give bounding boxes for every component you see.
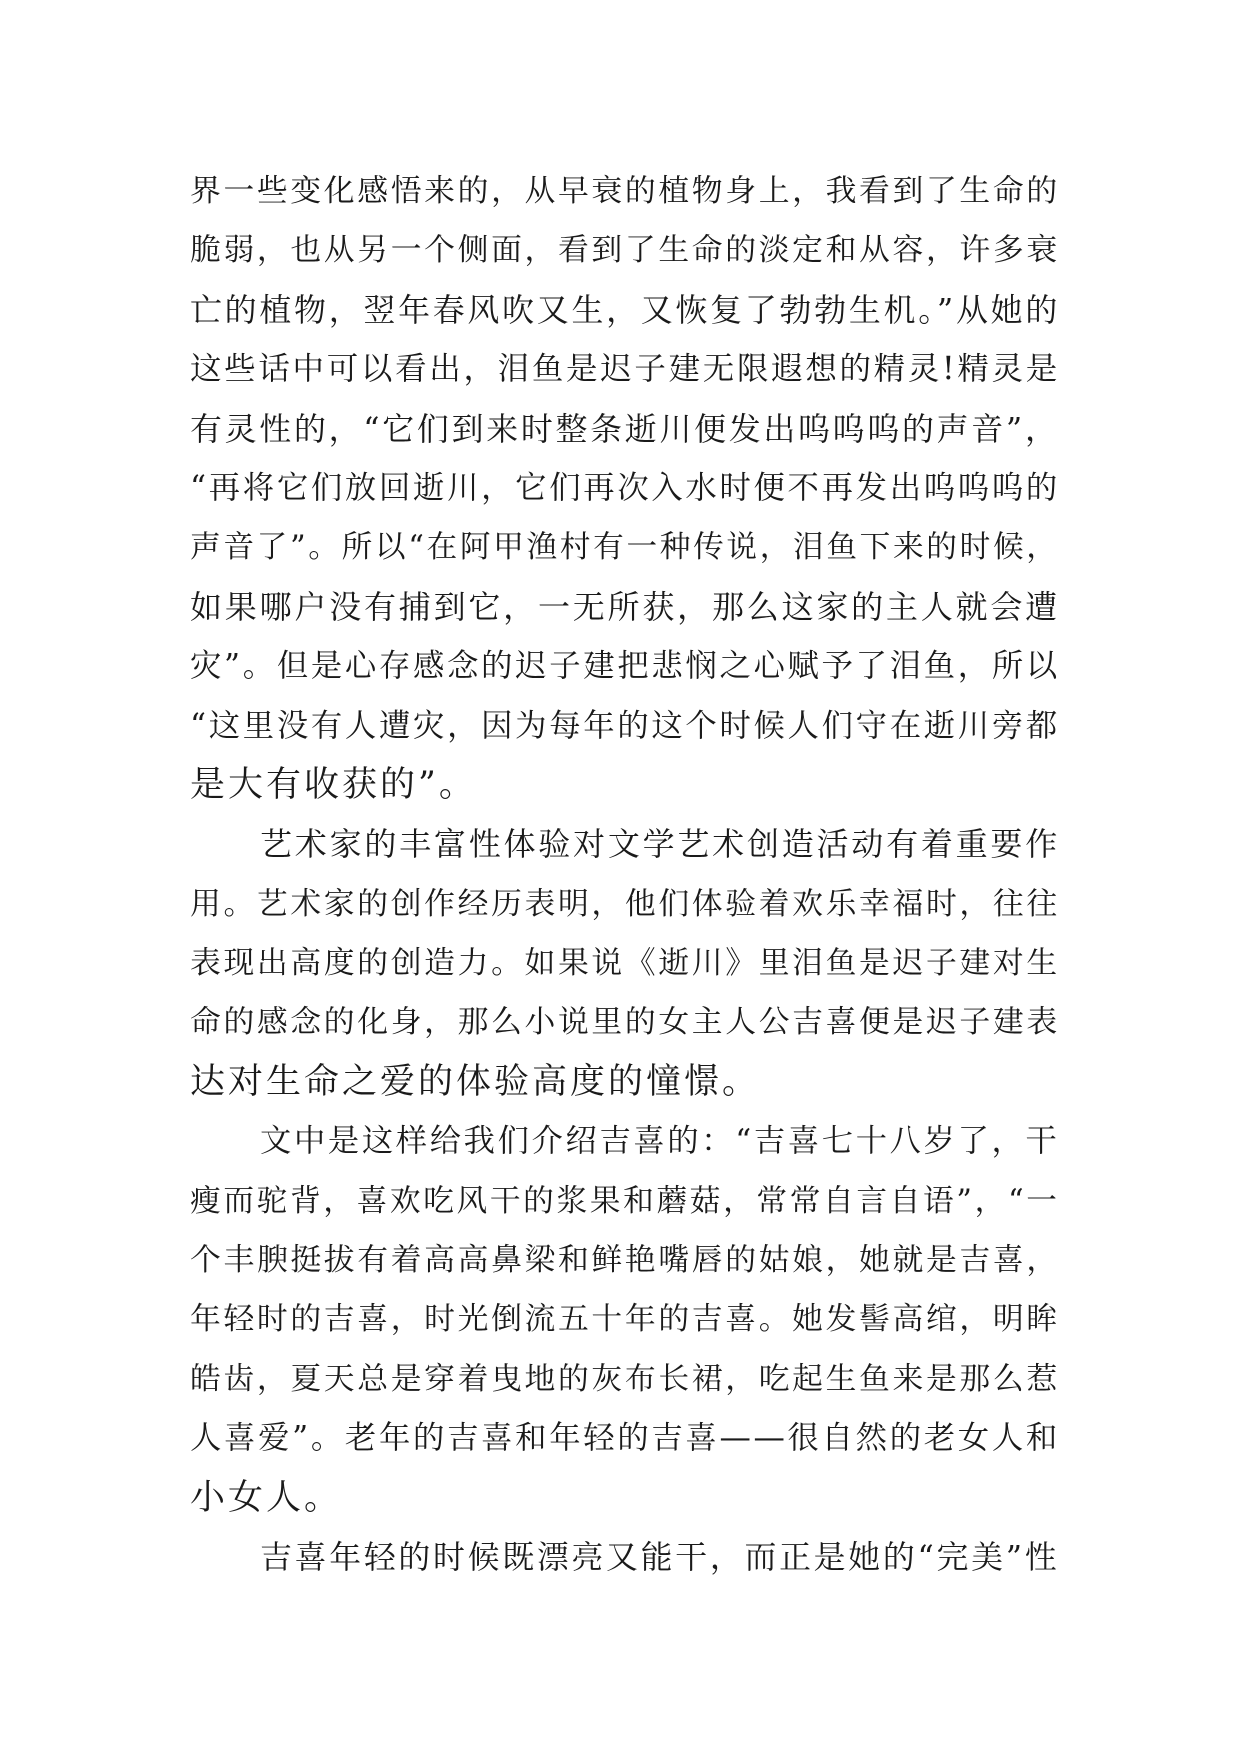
text-line: 表现出高度的创造力。如果说《逝川》里泪鱼是迟子建对生 bbox=[190, 945, 1060, 982]
text-line: 是大有收获的”。 bbox=[190, 764, 477, 805]
text-line: 小女人。 bbox=[190, 1477, 343, 1518]
text-line: 人喜爱”。老年的吉喜和年轻的吉喜——很自然的老女人和 bbox=[190, 1420, 1060, 1457]
text-line: 这些话中可以看出，泪鱼是迟子建无限遐想的精灵!精灵是 bbox=[190, 351, 1060, 388]
text-line: 艺术家的丰富性体验对文学艺术创造活动有着重要作 bbox=[260, 825, 1060, 864]
text-line: “再将它们放回逝川，它们再次入水时便不再发出呜呜呜的 bbox=[190, 469, 1060, 506]
text-line: 界一些变化感悟来的，从早衰的植物身上，我看到了生命的 bbox=[190, 173, 1060, 209]
text-line: 用。艺术家的创作经历表明，他们体验着欢乐幸福时，往往 bbox=[190, 885, 1060, 922]
text-line: 有灵性的，“它们到来时整条逝川便发出呜呜呜的声音”， bbox=[190, 409, 1060, 448]
text-line: 个丰腴挺拔有着高高鼻梁和鲜艳嘴唇的姑娘，她就是吉喜， bbox=[190, 1242, 1060, 1279]
text-line: 年轻时的吉喜，时光倒流五十年的吉喜。她发髻高绾，明眸 bbox=[190, 1301, 1060, 1338]
text-line: 脆弱，也从另一个侧面，看到了生命的淡定和从容，许多衰 bbox=[190, 232, 1060, 269]
text-line: 瘦而驼背，喜欢吃风干的浆果和蘑菇，常常自言自语”，“一 bbox=[190, 1183, 1060, 1219]
text-line: 吉喜年轻的时候既漂亮又能干，而正是她的“完美”性 bbox=[260, 1537, 1060, 1576]
text-line: “这里没有人遭灾，因为每年的这个时候人们守在逝川旁都 bbox=[190, 707, 1060, 744]
text-line: 如果哪户没有捕到它，一无所获，那么这家的主人就会遭 bbox=[190, 587, 1060, 626]
text-line: 声音了”。所以“在阿甲渔村有一种传说，泪鱼下来的时候， bbox=[190, 530, 1060, 566]
text-line: 达对生命之爱的体验高度的憧憬。 bbox=[190, 1061, 761, 1102]
text-line: 灾”。但是心存感念的迟子建把悲悯之心赋予了泪鱼，所以 bbox=[190, 648, 1060, 685]
text-line: 文中是这样给我们介绍吉喜的：“吉喜七十八岁了，干 bbox=[260, 1123, 1060, 1160]
text-line: 命的感念的化身，那么小说里的女主人公吉喜便是迟子建表 bbox=[190, 1004, 1060, 1041]
body-text bbox=[190, 162, 1060, 1587]
text-line: 亡的植物，翌年春风吹又生，又恢复了勃勃生机。”从她的 bbox=[190, 290, 1061, 329]
text-line: 皓齿，夏天总是穿着曳地的灰布长裙，吃起生鱼来是那么惹 bbox=[190, 1360, 1060, 1397]
